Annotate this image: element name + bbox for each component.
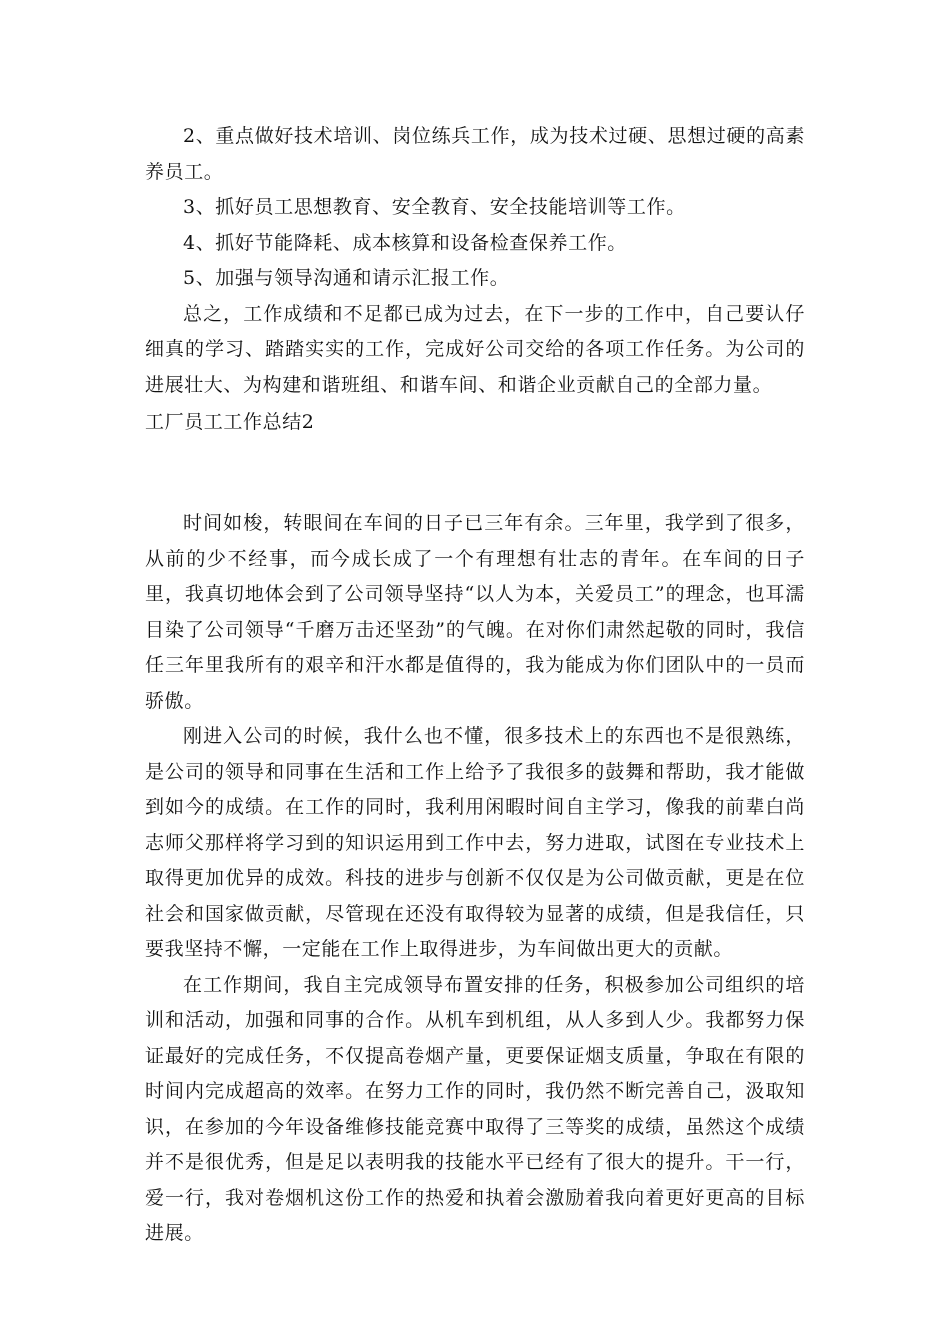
list-item: 5、加强与领导沟通和请示汇报工作。 [183, 267, 510, 289]
body-paragraph: 时间如梭，转眼间在车间的日子已三年有余。三年里，我学到了很多，从前的少不经事，而今成长成了一个有理想有壮志的青年。在车间的日子里，我真切地体会到了公司领导坚持“以人为本，关爱员工”的理念，也耳濡目染了公司领导“千磨万击还坚劲”的气魄。在对你们肃然起敬的同时，我信任三年里我所有的艰辛和汗水都是值得的，我为能成为你们团队中的一员而骄傲。 [145, 512, 805, 712]
conclusion-paragraph: 总之，工作成绩和不足都已成为过去，在下一步的工作中，自己要认仔细真的学习、踏踏实实的工作，完成好公司交给的各项工作任务。为公司的进展壮大、为构建和谐班组、和谐车间、和谐企业贡献自己的全部力量。 [145, 302, 805, 396]
body-paragraph: 刚进入公司的时候，我什么也不懂，很多技术上的东西也不是很熟练，是公司的领导和同事在生活和工作上给予了我很多的鼓舞和帮助，我才能做到如今的成绩。在工作的同时，我利用闲暇时间自主学习，像我的前辈白尚志师父那样将学习到的知识运用到工作中去，努力进取，试图在专业技术上取得更加优异的成效。科技的进步与创新不仅仅是为公司做贡献，更是在位社会和国家做贡献，尽管现在还没有取得较为显著的成绩，但是我信任，只要我坚持不懈，一定能在工作上取得进步，为车间做出更大的贡献。 [145, 725, 805, 960]
list-item: 4、抓好节能降耗、成本核算和设备检查保养工作。 [183, 231, 627, 254]
work-plan-list [145, 119, 805, 403]
section-title: 工厂员工工作总结2 [145, 411, 315, 433]
list-item: 2、重点做好技术培训、岗位练兵工作，成为技术过硬、思想过硬的高素养员工。 [145, 125, 805, 183]
list-item: 3、抓好员工思想教育、安全教育、安全技能培训等工作。 [183, 196, 686, 218]
body-paragraph: 在工作期间，我自主完成领导布置安排的任务，积极参加公司组织的培训和活动，加强和同事的合作。从机车到机组，从人多到人少。我都努力保证最好的完成任务，不仅提高卷烟产量，更要保证烟支质量，争取在有限的时间内完成超高的效率。在努力工作的同时，我仍然不断完善自己，汲取知识，在参加的今年设备维修技能竞赛中取得了三等奖的成绩，虽然这个成绩并不是很优秀，但是足以表明我的技能水平已经有了很大的提升。干一行，爱一行，我对卷烟机这份工作的热爱和执着会激励着我向着更好更高的目标进展。 [145, 973, 805, 1244]
summary-body [145, 506, 805, 1252]
